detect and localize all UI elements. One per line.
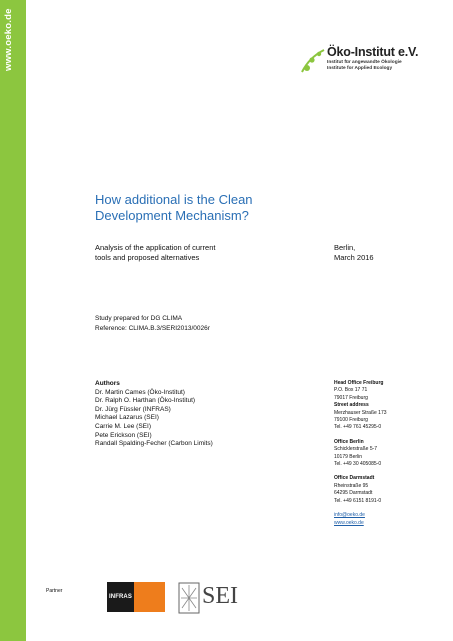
author-item: Michael Lazarus (SEI) — [95, 414, 159, 422]
publication-date: March 2016 — [334, 253, 374, 262]
infras-logo-text: INFRAS — [109, 594, 132, 600]
subtitle-line-2: tools and proposed alternatives — [95, 253, 200, 262]
logo-subtitle-de: Institut für angewandte Ökologie — [327, 60, 402, 65]
office-freiburg-pocity: 79017 Freiburg — [334, 394, 368, 401]
study-info — [95, 314, 355, 334]
author-item: Dr. Ralph O. Harthan (Öko-Institut) — [95, 397, 196, 405]
office-freiburg-city: 79100 Freiburg — [334, 417, 368, 424]
author-item: Pete Erickson (SEI) — [95, 431, 152, 439]
author-item: Dr. Martin Cames (Öko-Institut) — [95, 388, 185, 396]
office-berlin-tel: Tel. +49 30 405085-0 — [334, 461, 382, 468]
sei-logo-text: SEI — [202, 583, 238, 609]
oeko-institut-logo — [300, 44, 440, 80]
office-freiburg-pobox: P.O. Box 17 71 — [334, 387, 368, 394]
subtitle-line-1: Analysis of the application of current — [95, 243, 216, 252]
email-link[interactable]: info@oeko.de — [334, 512, 365, 519]
office-berlin-heading: Office Berlin — [334, 438, 364, 445]
author-item: Randall Spalding-Fecher (Carbon Limits) — [95, 440, 213, 448]
logo-name: Öko-Institut e.V. — [327, 45, 419, 59]
sei-emblem-icon — [178, 582, 200, 614]
website-link[interactable]: www.oeko.de — [334, 519, 364, 526]
office-freiburg-street-heading: Street address — [334, 402, 369, 409]
authors-section — [95, 380, 315, 449]
logo-subtitle-en: Institute for Applied Ecology — [327, 66, 393, 71]
office-freiburg-heading: Head Office Freiburg — [334, 380, 384, 386]
office-darmstadt-tel: Tel. +49 6151 8191-0 — [334, 497, 382, 504]
partner-label: Partner — [46, 588, 63, 594]
infras-logo — [107, 582, 165, 612]
document-title — [95, 192, 355, 224]
title-line-2: Development Mechanism? — [95, 208, 249, 223]
office-darmstadt-street: Rheinstraße 95 — [334, 482, 369, 489]
office-freiburg-tel: Tel. +49 761 45295-0 — [334, 424, 382, 431]
sidebar-stripe — [0, 0, 26, 641]
sei-logo — [178, 582, 248, 614]
place-city: Berlin, — [334, 243, 356, 252]
title-line-1: How additional is the Clean — [95, 192, 253, 207]
office-freiburg-street: Merzhauser Straße 173 — [334, 409, 387, 416]
prepared-for: Study prepared for DG CLIMA — [95, 315, 183, 322]
sidebar-url: www.oeko.de — [3, 8, 14, 71]
oeko-leaf-icon — [300, 46, 326, 74]
author-item: Carrie M. Lee (SEI) — [95, 422, 151, 430]
office-berlin-street: Schicklerstraße 5-7 — [334, 446, 378, 453]
authors-heading: Authors — [95, 380, 120, 387]
place-date — [334, 243, 434, 263]
author-item: Dr. Jürg Füssler (INFRAS) — [95, 405, 171, 413]
office-berlin-city: 10179 Berlin — [334, 453, 363, 460]
offices-section — [334, 380, 444, 527]
office-darmstadt-city: 64295 Darmstadt — [334, 490, 373, 497]
document-subtitle — [95, 243, 295, 263]
reference: Reference: CLIMA.B.3/SERI2013/0026r — [95, 325, 210, 332]
office-darmstadt-heading: Office Darmstadt — [334, 475, 375, 482]
